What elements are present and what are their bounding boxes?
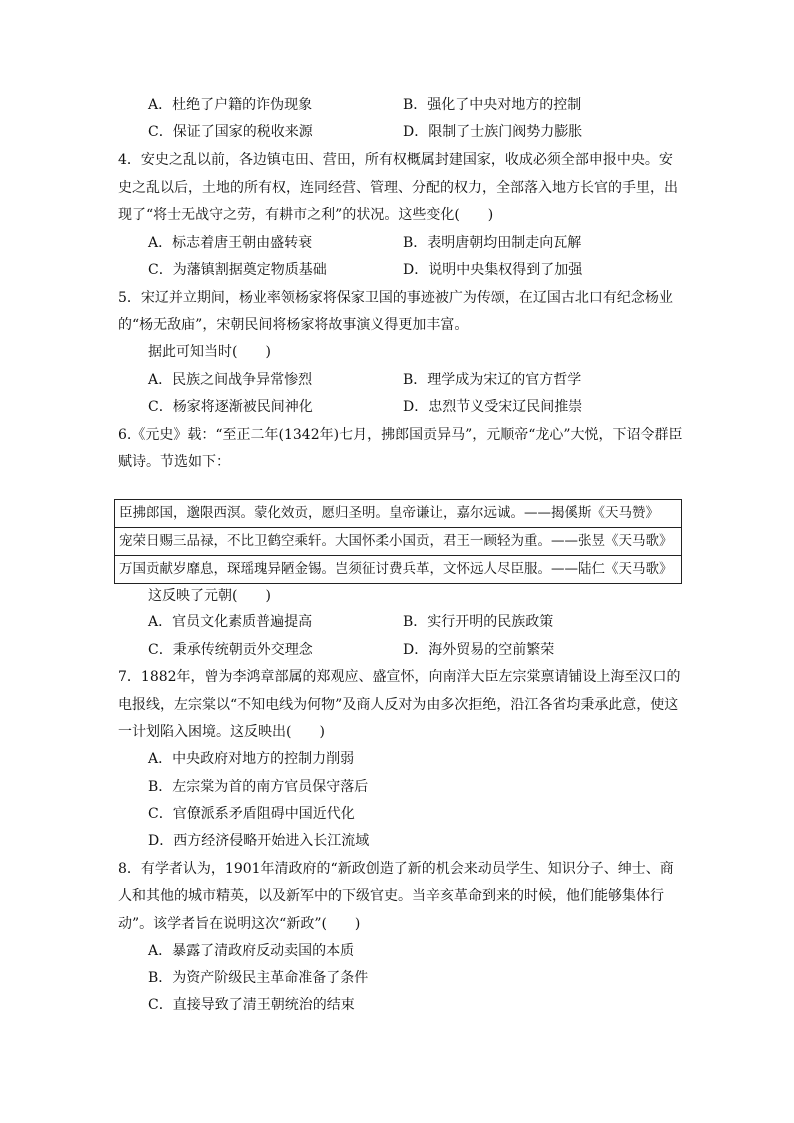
poem-table [114, 499, 682, 584]
q8-option-a: A．暴露了清政府反动卖国的本质 [148, 943, 355, 959]
q4-option-c: C．为藩镇割据奠定物质基础 [148, 262, 327, 278]
q8-stem-line: 8．有学者认为，1901年清政府的“新政创造了新的机会来动员学生、知识分子、绅士、商 [118, 861, 674, 877]
q6-option-a: A．官员文化素质普遍提高 [148, 614, 313, 630]
q7-option-d: D．西方经济侵略开始进入长江流域 [148, 833, 370, 849]
q6-option-c: C．秉承传统朝贡外交理念 [148, 642, 313, 658]
q3-option-b: B．强化了中央对地方的控制 [403, 97, 582, 113]
q6-stem-line: 这反映了元朝( ) [148, 588, 271, 604]
q4-stem-line: 史之乱以后，土地的所有权，连同经营、管理、分配的权力，全部落入地方长官的手里，出 [118, 180, 678, 196]
q5-option-b: B．理学成为宋辽的官方哲学 [403, 372, 582, 388]
q5-option-d: D．忠烈节义受宋辽民间推崇 [403, 399, 583, 415]
q6-stem-line: 赋诗。节选如下： [118, 454, 230, 470]
q7-stem-line: 7．1882年，曾为李鸿章部属的郑观应、盛宣怀，向南洋大臣左宗棠禀请铺设上海至汉口的 [118, 669, 681, 685]
q7-stem-line: 一计划陷入困境。这反映出( ) [118, 724, 325, 740]
q7-stem-line: 电报线，左宗棠以“不知电线为何物”及商人反对为由多次拒绝，沿江各省均秉承此意，使这 [118, 697, 679, 713]
q7-option-a: A．中央政府对地方的控制力削弱 [148, 751, 355, 767]
q5-stem-line: 5．宋辽并立期间，杨业率领杨家将保家卫国的事迹被广为传颂，在辽国古北口有纪念杨业 [118, 290, 673, 306]
q5-option-a: A．民族之间战争异常惨烈 [148, 372, 313, 388]
q7-option-c: C．官僚派系矛盾阻碍中国近代化 [148, 806, 355, 822]
q8-option-c: C．直接导致了清王朝统治的结束 [148, 997, 355, 1013]
q3-option-a: A．杜绝了户籍的诈伪现象 [148, 97, 313, 113]
q6-option-b: B．实行开明的民族政策 [403, 614, 554, 630]
q4-option-a: A．标志着唐王朝由盛转衰 [148, 235, 313, 251]
q8-stem-line: 人和其他的城市精英，以及新军中的下级官吏。当辛亥革命到来的时候，他们能够集体行 [118, 888, 664, 904]
q3-option-d: D．限制了士族门阀势力膨胀 [403, 124, 583, 140]
poem-row: 万国贡献岁靡息，琛瑶瑰异陋金锡。岂须征讨费兵革，文怀远人尽臣服。——陆仁《天马歌》 [119, 561, 673, 577]
q5-option-c: C．杨家将逐渐被民间神化 [148, 399, 313, 415]
q7-option-b: B．左宗棠为首的南方官员保守落后 [148, 779, 369, 795]
q5-stem-line: 据此可知当时( ) [148, 344, 271, 360]
q8-option-b: B．为资产阶级民主革命准备了条件 [148, 970, 369, 986]
q5-stem-line: 的“杨无敌庙”，宋朝民间将杨家将故事演义得更加丰富。 [118, 317, 469, 333]
poem-row: 臣拂郎国，邈限西溟。蒙化效贡，愿归圣明。皇帝谦让，嘉尔远诚。——揭傒斯《天马赞》 [115, 500, 681, 528]
q4-stem-line: 4．安史之乱以前，各边镇屯田、营田，所有权概属封建国家，收成必须全部申报中央。安 [118, 152, 673, 168]
q8-stem-line: 动”。该学者旨在说明这次“新政”( ) [118, 916, 361, 932]
q4-option-d: D．说明中央集权得到了加强 [403, 262, 583, 278]
q6-option-d: D．海外贸易的空前繁荣 [403, 642, 555, 658]
q4-stem-line: 现了“将士无战守之劳，有耕市之利”的状况。这些变化( ) [118, 207, 494, 223]
q6-stem-line: 6.《元史》载：“至正二年(1342年)七月，拂郎国贡异马”，元顺帝“龙心”大悦，下诏令群臣 [118, 427, 683, 443]
poem-row: 宠荣日赐三品禄，不比卫鹤空乘轩。大国怀柔小国贡，君王一顾轻为重。——张昱《天马歌》 [115, 528, 681, 556]
q4-option-b: B．表明唐朝均田制走向瓦解 [403, 235, 582, 251]
q3-option-c: C．保证了国家的税收来源 [148, 124, 313, 140]
